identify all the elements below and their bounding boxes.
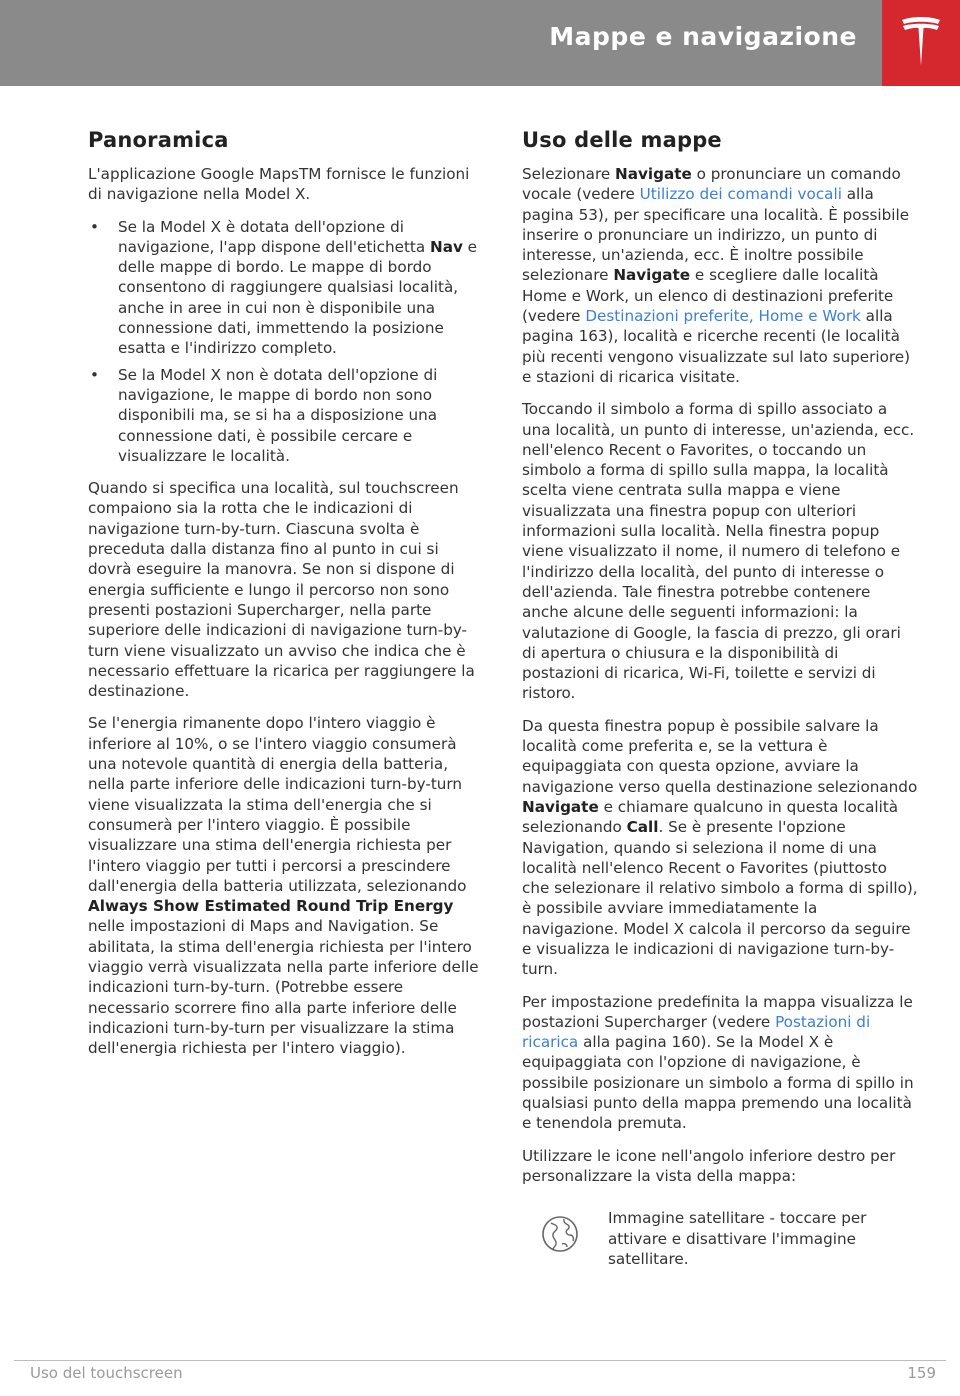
energy-paragraph [88, 713, 480, 1058]
paragraph-text: Selezionare [522, 165, 616, 183]
list-item [88, 217, 480, 359]
paragraph-text: Per impostazione predefinita la mappa visualizza le postazioni Supercharger (vedere [522, 992, 913, 1031]
bullet-marker: • [90, 365, 99, 384]
icons-intro-paragraph: Utilizzare le icone nell'angolo inferiore destro per personalizzare la vista della mappa: [522, 1146, 896, 1185]
left-column [88, 128, 480, 1070]
bold-term: Call [626, 818, 659, 837]
supercharger-paragraph [522, 992, 918, 1134]
link-voice-commands[interactable]: Utilizzo dei comandi vocali [639, 185, 842, 204]
intro-paragraph: L'applicazione Google MapsTM fornisce le funzioni di navigazione nella Model X. [88, 165, 470, 204]
page-number: 159 [907, 1364, 936, 1382]
bold-term: Navigate [615, 165, 692, 183]
satellite-icon-row [522, 1208, 918, 1278]
right-column [522, 128, 918, 1278]
bold-term: Navigate [522, 797, 599, 816]
paragraph-text: Se l'energia rimanente dopo l'intero viaggio è inferiore al 10%, o se l'intero viaggio consumerà una notevole quantità di energia della batteria, nella parte inferiore delle indicazioni turn-by-turn viene visualizzata la stima dell'energia che si consumerà per l'intero viaggio. È possibile visualizzare una stima dell'energia richiesta per l'intero viaggio per tutti i percorsi a prescindere dall'energia della batteria utilizzata, selezionando [88, 714, 467, 895]
navigate-paragraph [522, 164, 918, 387]
tesla-logo-icon [898, 16, 944, 68]
paragraph-text: alla pagina 163), località e ricerche recenti (le località più recenti vengono visualizzate sul lato superiore) e stazioni di ricarica visitate. [522, 307, 911, 386]
page-header [0, 0, 960, 86]
turn-by-turn-paragraph: Quando si specifica una località, sul touchscreen compaiono sia la rotta che le indicazioni di navigazione turn-by-turn. Ciascuna svolta è preceduta dalla distanza fino al punto in cui si dovrà eseguire la manovra. Se non si dispone di energia sufficiente e lungo il percorso non sono presenti postazioni Supercharger, nella parte superiore delle indicazioni di navigazione turn-by-turn viene visualizzato un avviso che indica che è necessario effettuare la ricarica per raggiungere la destinazione. [88, 479, 475, 701]
bullet-list [88, 217, 480, 467]
paragraph-text: nelle impostazioni di Maps and Navigation. Se abilitata, la stima dell'energia richiesta per l'intero viaggio verrà visualizzata nella parte inferiore delle indicazioni turn-by-turn. (Potrebbe essere necessario scorrere fino alla parte inferiore delle indicazioni turn-by-turn per visualizzare la stima dell'energia richiesta per l'intero viaggio). [88, 917, 479, 1058]
link-charging-stations[interactable]: Postazioni di ricarica [522, 1012, 871, 1052]
bold-term: Navigate [613, 266, 691, 285]
section-heading-maps: Uso delle mappe [522, 128, 722, 152]
section-heading-overview: Panoramica [88, 128, 229, 152]
list-item [88, 365, 480, 466]
list-item-text: Se la Model X è dotata dell'opzione di navigazione, l'app dispone dell'etichetta [118, 217, 430, 256]
paragraph-text: . Se è presente l'opzione Navigation, quando si seleziona il nome di una località nell'elenco Recent o Favorites (piuttosto che selezionare il relativo simbolo a forma di spillo), è possibile avviare immediatamente la navigazione. Model X calcola il percorso da seguire e visualizza le indicazioni di navigazione turn-by-turn. [522, 818, 918, 979]
tesla-logo [882, 0, 960, 86]
footer-divider [14, 1360, 946, 1361]
paragraph-text: o pronunciare un comando vocale (vedere [522, 165, 901, 204]
link-favorite-destinations[interactable]: Destinazioni preferite, Home e Work [585, 307, 861, 326]
paragraph-text: e scegliere dalle località Home e Work, un elenco di destinazioni preferite (vedere [522, 266, 894, 326]
paragraph-text: alla pagina 160). Se la Model X è equipaggiata con l'opzione di navigazione, è possibile posizionare un simbolo a forma di spillo in qualsiasi punto della mappa premendo una località e tenendola premuta. [522, 1033, 914, 1133]
footer-section: Uso del touchscreen [30, 1364, 183, 1382]
bold-term: Nav [430, 237, 463, 256]
popup-paragraph [522, 716, 918, 980]
paragraph-text: alla pagina 53), per specificare una località. È possibile inserire o pronunciare un indirizzo, un punto di interesse, un'azienda, ecc. È inoltre possibile selezionare [522, 185, 910, 285]
paragraph-text: e chiamare qualcuno in questa località selezionando [522, 797, 899, 837]
chapter-title: Mappe e navigazione [549, 22, 857, 51]
pin-paragraph: Toccando il simbolo a forma di spillo associato a una località, un punto di interesse, un'azienda, ecc. nell'elenco Recent o Favorites, o toccando un simbolo a forma di spillo sulla mappa, la località scelta viene centrata sulla mappa e viene visualizzata una finestra popup con ulteriori informazioni sulla località. Nella finestra popup viene visualizzato il nome, il numero di telefono e l'indirizzo della località, del punto di interesse o dell'azienda. Tale finestra potrebbe contenere anche alcune delle seguenti informazioni: la valutazione di Google, la fascia di prezzo, gli orari di apertura o chiusura e la disponibilità di postazioni di ricarica, Wi-Fi, toilette e servizi di ristoro. [522, 400, 915, 703]
satellite-description: Immagine satellitare - toccare per attivare e disattivare l'immagine satellitare. [608, 1209, 867, 1268]
list-item-text: e delle mappe di bordo. Le mappe di bordo consentono di raggiungere qualsiasi località, anche in aree in cui non è disponibile una connessione dati, immettendo la posizione esatta e l'indirizzo completo. [118, 237, 478, 358]
globe-icon [540, 1214, 580, 1254]
list-item-text: Se la Model X non è dotata dell'opzione di navigazione, le mappe di bordo non sono disponibili ma, se si ha a disposizione una connessione dati, è possibile cercare e visualizzare le località. [118, 365, 438, 465]
paragraph-text: Da questa finestra popup è possibile salvare la località come preferita e, se la vettura è equipaggiata con questa opzione, avviare la navigazione verso quella destinazione selezionando [522, 716, 918, 796]
bullet-marker: • [90, 217, 99, 236]
bold-term: Always Show Estimated Round Trip Energy [88, 897, 454, 916]
